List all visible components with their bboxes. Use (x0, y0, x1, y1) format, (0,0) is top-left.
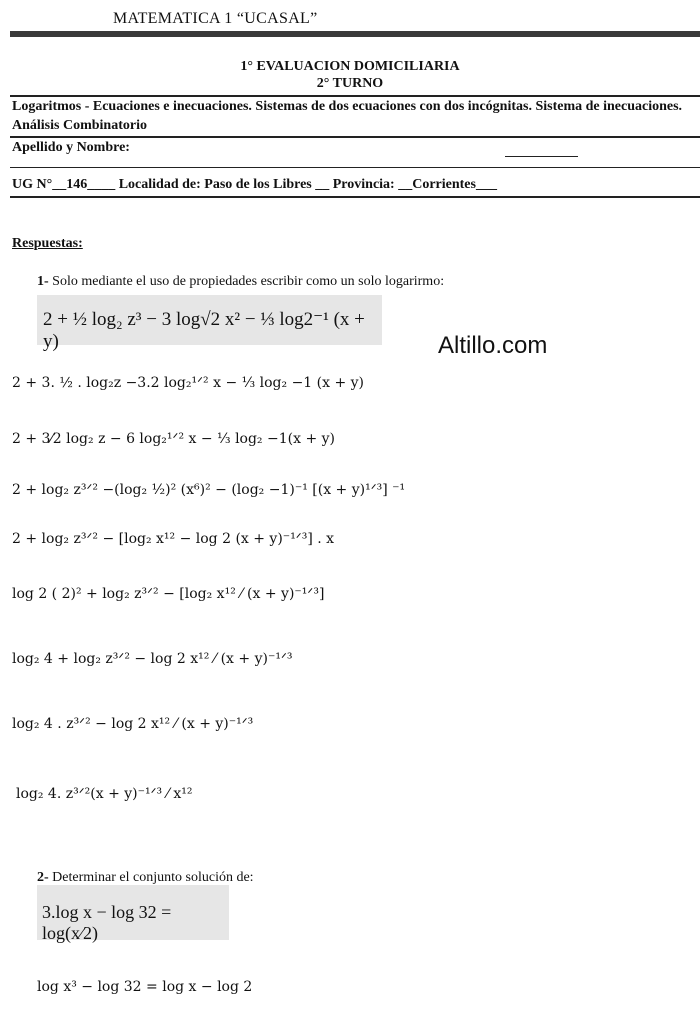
question-prompt: Determinar el conjunto solución de: (52, 870, 254, 885)
divider (10, 136, 700, 138)
name-label: Apellido y Nombre: (12, 140, 130, 155)
divider (10, 167, 700, 168)
course-title: MATEMATICA 1 “UCASAL” (113, 10, 318, 27)
watermark: Altillo.com (438, 332, 548, 359)
question-2 (37, 870, 254, 886)
divider (10, 196, 700, 198)
question-number: 2- (37, 870, 49, 885)
solution-step: 2 + 3⁄2 log₂ z − 6 log₂¹ᐟ² x − ⅓ log₂ −1(x + y) (12, 431, 335, 447)
solution-step: 2 + log₂ z³ᐟ² − [log₂ x¹² − log 2 (x + y)⁻¹ᐟ³] . x (12, 531, 335, 547)
name-line (505, 156, 578, 157)
ug-locality-row: UG N°__146____ Localidad de: Paso de los Libres __ Provincia: __Corrientes___ (12, 177, 497, 192)
formula-box (37, 885, 229, 943)
evaluation-title: 1° EVALUACION DOMICILIARIA (240, 59, 460, 74)
answers-heading: Respuestas: (12, 236, 83, 251)
question-number: 1- (37, 274, 49, 289)
solution-step: log 2 ( 2)² + log₂ z³ᐟ² − [log₂ x¹² ⁄ (x + y)⁻¹ᐟ³] (12, 586, 325, 602)
formula: 3.log x − log 32 = log(x⁄2) (42, 902, 172, 943)
topics-line: Logaritmos - Ecuaciones e inecuaciones. Sistemas de dos ecuaciones con dos incógnitas. Sistema de inecuaciones. Análisis Combinatorio (12, 99, 683, 133)
header-bar (10, 31, 700, 37)
question-prompt: Solo mediante el uso de propiedades escribir como un solo logarirmo: (52, 274, 445, 289)
solution-step: log₂ 4 . z³ᐟ² − log 2 x¹² ⁄ (x + y)⁻¹ᐟ³ (12, 716, 254, 732)
solution-step: log x³ − log 32 = log x − log 2 (37, 979, 253, 995)
question-1 (37, 274, 444, 290)
solution-step: 2 + 3. ½ . log₂z −3.2 log₂¹ᐟ² x − ⅓ log₂ −1 (x + y) (12, 375, 365, 391)
formula: 2 + ½ log₂ z³ − 3 log√2 x² − ⅓ log2⁻¹ (x + y) (43, 309, 365, 352)
solution-step: log₂ 4. z³ᐟ²(x + y)⁻¹ᐟ³ ⁄ x¹² (16, 786, 193, 802)
formula-box (37, 295, 382, 352)
solution-step: 2 + log₂ z³ᐟ² −(log₂ ¹⁄₂)² (x⁶)² − (log₂ −1)⁻¹ [(x + y)¹ᐟ³] ⁻¹ (12, 482, 406, 498)
solution-step: log₂ 4 + log₂ z³ᐟ² − log 2 x¹² ⁄ (x + y)⁻¹ᐟ³ (12, 651, 293, 667)
evaluation-turn: 2° TURNO (316, 76, 384, 91)
